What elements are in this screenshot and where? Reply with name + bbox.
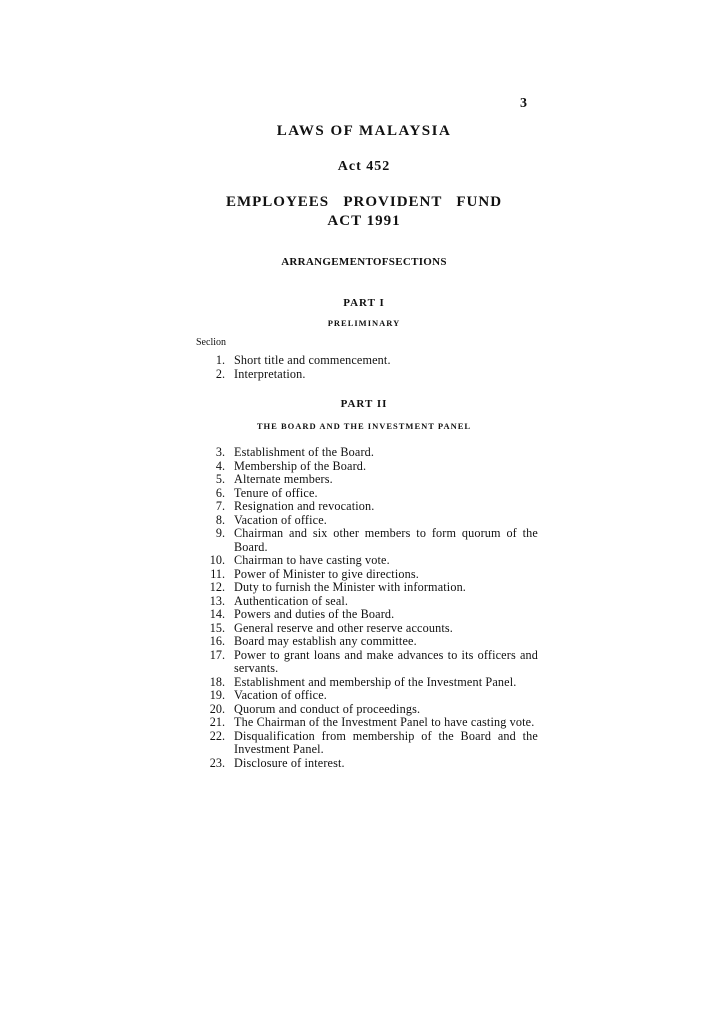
section-title: Chairman to have casting vote. (234, 553, 390, 567)
section-number: 10. (209, 553, 225, 567)
section-title: Chairman and six other members to form quorum of the Board. (234, 526, 538, 554)
section-title: Quorum and conduct of proceedings. (234, 701, 421, 716)
section-item (196, 554, 538, 568)
section-number: 17. (209, 647, 225, 662)
section-title: Disclosure of interest. (234, 755, 345, 770)
section-number: 15. (209, 620, 225, 635)
act-title-line-1: EMPLOYEES PROVIDENT FUND (225, 194, 503, 210)
section-item (196, 446, 538, 460)
section-number: 2. (215, 366, 225, 381)
section-title: Power to grant loans and make advances to its officers and servants. (234, 647, 538, 675)
section-item (196, 354, 538, 368)
section-number: 14. (209, 607, 225, 621)
part-1-label: PART I (343, 297, 385, 309)
section-title: Authentication of seal. (234, 593, 349, 608)
section-title: Establishment and membership of the Investment Panel. (234, 674, 517, 689)
act-title (0, 193, 728, 231)
section-number: 4. (215, 458, 225, 473)
section-number: 3. (215, 445, 225, 459)
section-item (196, 649, 538, 676)
section-item (196, 568, 538, 582)
section-title: Duty to furnish the Minister with information. (234, 580, 467, 594)
section-title: Membership of the Board. (234, 458, 367, 473)
section-item (196, 635, 538, 649)
section-title: Powers and duties of the Board. (234, 607, 395, 621)
section-number: 20. (209, 701, 225, 716)
section-item (196, 703, 538, 717)
act-title-line-2: ACT 1991 (327, 213, 401, 229)
section-title: Board may establish any committee. (234, 634, 417, 648)
section-item (196, 757, 538, 771)
section-title: Vacation of office. (234, 688, 327, 702)
section-number: 12. (209, 580, 225, 594)
section-title: Interpretation. (234, 366, 306, 381)
section-number: 8. (215, 512, 225, 527)
section-item (196, 500, 538, 514)
section-item (196, 689, 538, 703)
section-number: 19. (209, 688, 225, 702)
section-item (196, 716, 538, 730)
section-item (196, 595, 538, 609)
section-item (196, 514, 538, 528)
laws-title: LAWS OF MALAYSIA (276, 123, 452, 139)
section-item (196, 608, 538, 622)
section-title: Alternate members. (234, 472, 333, 486)
section-title: Disqualification from membership of the Board and the Investment Panel. (234, 728, 538, 756)
section-item (196, 676, 538, 690)
section-title: Establishment of the Board. (234, 445, 375, 459)
section-title: Vacation of office. (234, 512, 327, 527)
section-column-heading: Seclion (196, 337, 226, 348)
section-number: 18. (209, 674, 225, 689)
section-title: Resignation and revocation. (234, 499, 375, 513)
section-title: Power of Minister to give directions. (234, 566, 419, 581)
section-number: 9. (215, 526, 225, 540)
section-number: 6. (215, 485, 225, 500)
section-title: General reserve and other reserve accounts. (234, 620, 453, 635)
section-number: 5. (215, 472, 225, 486)
part-1-title: PRELIMINARY (327, 318, 401, 328)
section-item (196, 473, 538, 487)
section-number: 22. (209, 728, 225, 743)
section-item (196, 527, 538, 554)
section-item (196, 622, 538, 636)
section-item (196, 487, 538, 501)
part-2-title: THE BOARD AND THE INVESTMENT PANEL (256, 421, 472, 431)
section-title: Tenure of office. (234, 485, 318, 500)
arrangement-heading: ARRANGEMENTOFSECTIONS (281, 256, 447, 268)
section-item (196, 460, 538, 474)
section-number: 1. (215, 353, 225, 367)
section-title: Short title and commencement. (234, 353, 391, 367)
section-number: 16. (209, 634, 225, 648)
section-title: The Chairman of the Investment Panel to have casting vote. (234, 715, 535, 729)
part-1-section-list (196, 354, 538, 381)
section-number: 21. (209, 715, 225, 729)
part-2-label: PART II (340, 398, 388, 410)
section-number: 23. (209, 755, 225, 770)
part-2-section-list (196, 446, 538, 770)
section-number: 11. (210, 566, 225, 581)
page-number: 3 (520, 96, 527, 111)
section-number: 7. (215, 499, 225, 513)
section-number: 13. (209, 593, 225, 608)
section-item (196, 581, 538, 595)
section-item (196, 368, 538, 382)
act-number: Act 452 (337, 159, 391, 174)
section-item (196, 730, 538, 757)
